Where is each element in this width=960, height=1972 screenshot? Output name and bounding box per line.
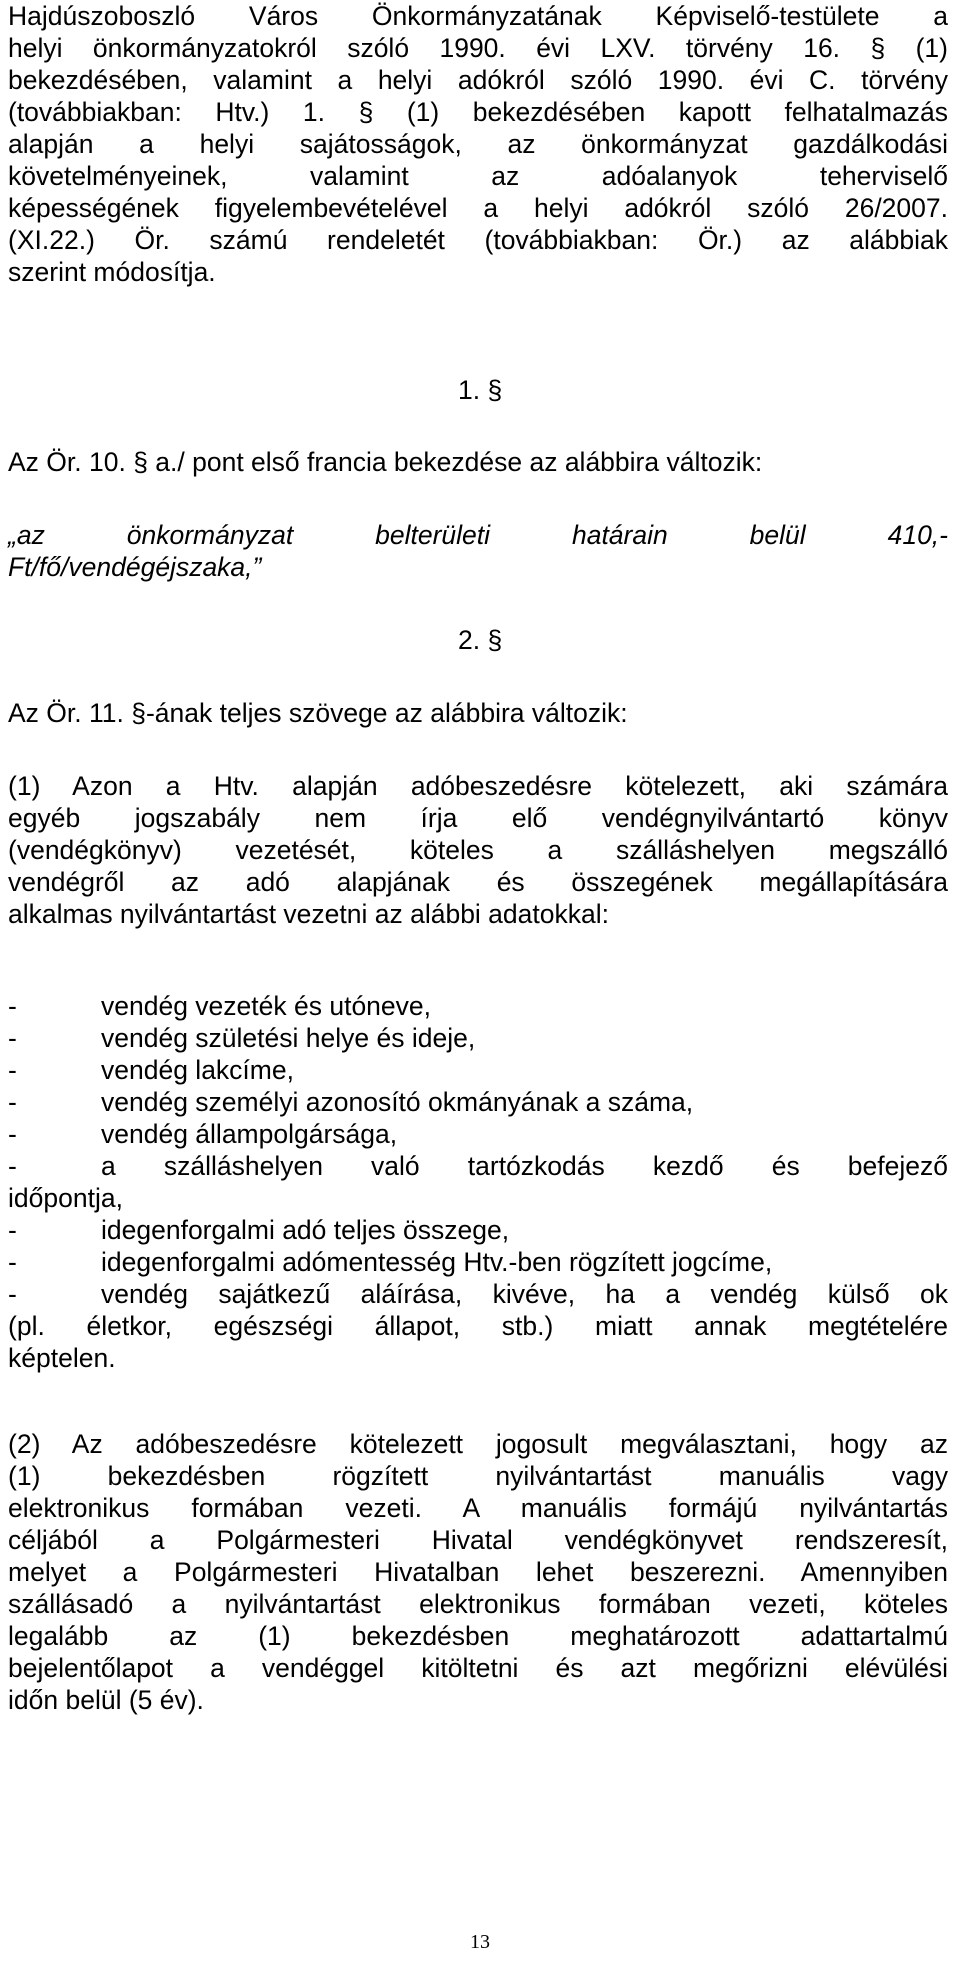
list-dash: - — [8, 1023, 17, 1053]
section-1-heading: 1. § — [458, 375, 503, 405]
list-item — [8, 1086, 948, 1118]
section-2-text: Az Ör. 11. §-ának teljes szövege az alábbira változik: — [8, 698, 628, 728]
paragraph-line: melyet a Polgármesteri Hivatalban lehet beszerezni. Amennyiben — [8, 1557, 948, 1587]
intro-paragraph — [8, 0, 948, 288]
list-dash: - — [8, 1087, 17, 1117]
intro-line: követelményeinek, valamint az adóalanyok teherviselő — [8, 161, 948, 191]
section-1-quote-line: Ft/fő/vendégéjszaka,” — [8, 552, 262, 582]
section-1-quote-line: „az önkormányzat belterületi határain belül 410,- — [8, 520, 948, 550]
paragraph-line: időn belül (5 év). — [8, 1685, 204, 1715]
list-item-text: idegenforgalmi adó teljes összege, — [101, 1215, 510, 1245]
paragraph-line: (1) bekezdésben rögzített nyilvántartást manuális vagy — [8, 1461, 948, 1491]
list-item-text: vendég vezeték és utóneve, — [101, 991, 432, 1021]
list-item-text: a szálláshelyen való tartózkodás kezdő és befejező — [101, 1151, 948, 1181]
list-item-text: idegenforgalmi adómentesség Htv.-ben rögzített jogcíme, — [101, 1247, 773, 1277]
paragraph-line: (2) Az adóbeszedésre kötelezett jogosult megválasztani, hogy az — [8, 1429, 948, 1459]
section-2-paragraph-1 — [8, 770, 948, 930]
section-2-paragraph-2 — [8, 1428, 948, 1716]
list-item-text: vendég sajátkezű aláírása, kivéve, ha a vendég külső ok — [101, 1279, 948, 1309]
list-dash: - — [8, 1151, 17, 1181]
list-item — [8, 1278, 948, 1310]
list-item-continuation: képtelen. — [8, 1343, 116, 1373]
intro-line: bekezdésében, valamint a helyi adókról szóló 1990. évi C. törvény — [8, 65, 948, 95]
list-item — [8, 990, 948, 1022]
data-items-list — [8, 990, 948, 1374]
list-dash: - — [8, 1279, 17, 1309]
intro-line: (XI.22.) Ör. számú rendeletét (továbbiakban: Ör.) az alábbiak — [8, 225, 948, 255]
list-item-continuation: (pl. életkor, egészségi állapot, stb.) miatt annak megtételére — [8, 1311, 948, 1341]
paragraph-line: bejelentőlapot a vendéggel kitöltetni és azt megőrizni elévülési — [8, 1653, 948, 1683]
list-item — [8, 1054, 948, 1086]
intro-line: alapján a helyi sajátosságok, az önkormányzat gazdálkodási — [8, 129, 948, 159]
list-dash: - — [8, 1215, 17, 1245]
list-item — [8, 1118, 948, 1150]
list-item — [8, 1246, 948, 1278]
list-item-continuation: időpontja, — [8, 1183, 123, 1213]
section-1-text: Az Ör. 10. § a./ pont első francia bekezdése az alábbira változik: — [8, 447, 763, 477]
list-item-text: vendég születési helye és ideje, — [101, 1023, 476, 1053]
paragraph-line: (vendégkönyv) vezetését, köteles a szálláshelyen megszálló — [8, 835, 948, 865]
intro-line: helyi önkormányzatokról szóló 1990. évi LXV. törvény 16. § (1) — [8, 33, 948, 63]
paragraph-line: alkalmas nyilvántartást vezetni az alábbi adatokkal: — [8, 899, 609, 929]
list-dash: - — [8, 1055, 17, 1085]
paragraph-line: céljából a Polgármesteri Hivatal vendégkönyvet rendszeresít, — [8, 1525, 948, 1555]
paragraph-line: elektronikus formában vezeti. A manuális formájú nyilvántartás — [8, 1493, 948, 1523]
list-item — [8, 1214, 948, 1246]
list-item — [8, 1022, 948, 1054]
list-item-text: vendég lakcíme, — [101, 1055, 294, 1085]
page-number: 13 — [470, 1931, 490, 1953]
list-item — [8, 1150, 948, 1182]
paragraph-line: vendégről az adó alapjának és összegének megállapítására — [8, 867, 948, 897]
list-dash: - — [8, 1247, 17, 1277]
paragraph-line: szállásadó a nyilvántartást elektronikus formában vezeti, köteles — [8, 1589, 948, 1619]
paragraph-line: legalább az (1) bekezdésben meghatározott adattartalmú — [8, 1621, 948, 1651]
intro-line: (továbbiakban: Htv.) 1. § (1) bekezdésében kapott felhatalmazás — [8, 97, 948, 127]
paragraph-line: (1) Azon a Htv. alapján adóbeszedésre kötelezett, aki számára — [8, 771, 948, 801]
list-dash: - — [8, 1119, 17, 1149]
intro-line: szerint módosítja. — [8, 257, 216, 287]
paragraph-line: egyéb jogszabály nem írja elő vendégnyilvántartó könyv — [8, 803, 948, 833]
intro-line: Hajdúszoboszló Város Önkormányzatának Képviselő-testülete a — [8, 1, 948, 31]
list-dash: - — [8, 991, 17, 1021]
section-2-heading: 2. § — [458, 625, 503, 655]
list-item-text: vendég állampolgársága, — [101, 1119, 398, 1149]
list-item-text: vendég személyi azonosító okmányának a száma, — [101, 1087, 694, 1117]
intro-line: képességének figyelembevételével a helyi adókról szóló 26/2007. — [8, 193, 948, 223]
